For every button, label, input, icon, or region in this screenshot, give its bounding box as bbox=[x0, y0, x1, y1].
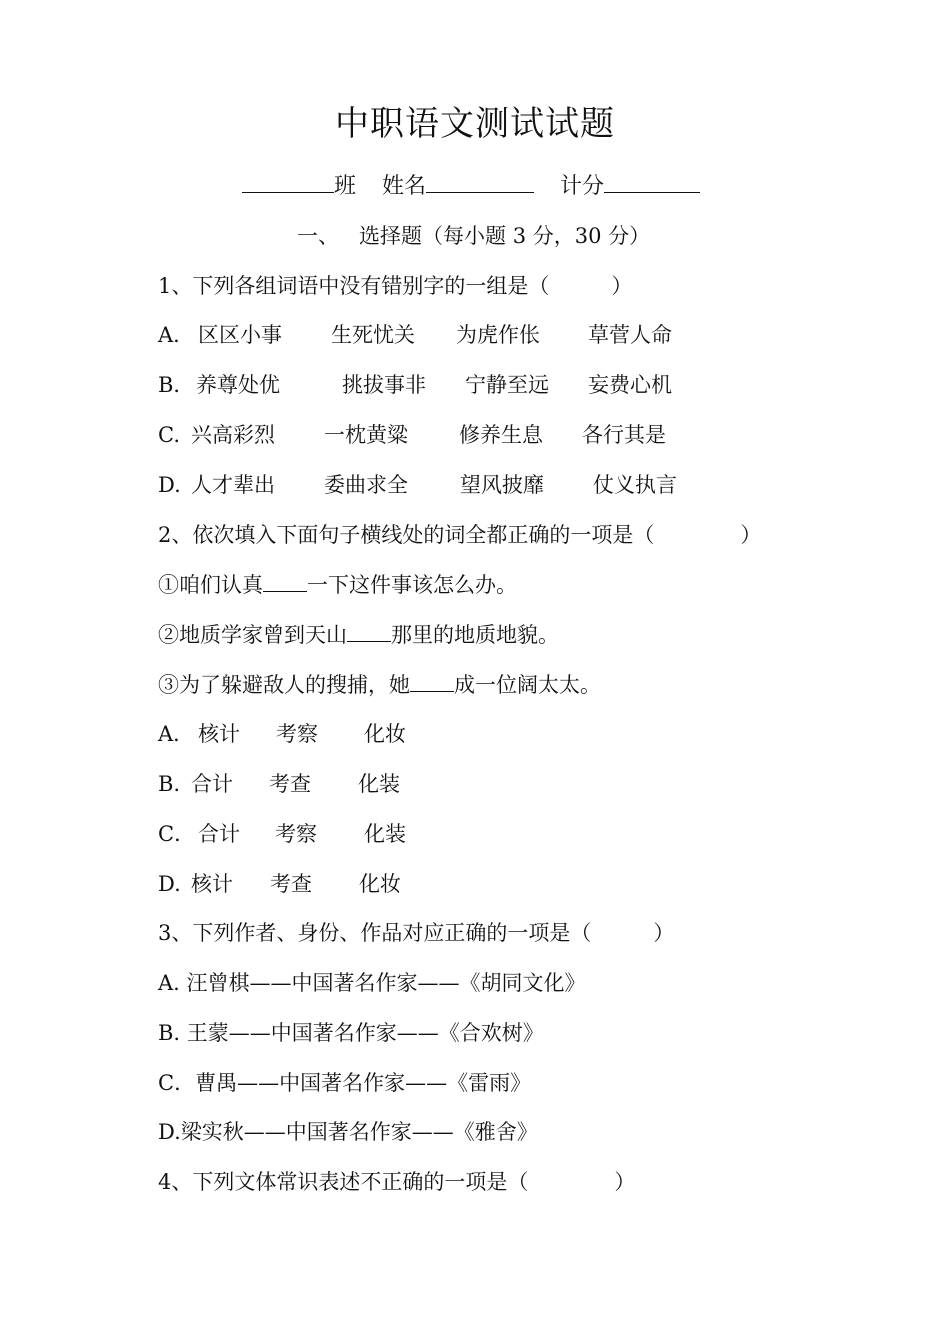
option-word: 合计 bbox=[191, 772, 233, 796]
question-1-option-d bbox=[158, 467, 758, 503]
question-2-option-d bbox=[158, 866, 558, 902]
question-2-sentence-2: ②地质学家曾到天山 那里的地质地貌。 bbox=[158, 617, 559, 653]
name-label: 姓名 bbox=[382, 174, 427, 199]
question-1-option-c bbox=[158, 417, 758, 453]
option-word: 核计 bbox=[191, 872, 233, 896]
section-number: 一、 bbox=[297, 224, 339, 248]
option-word: 考察 bbox=[275, 822, 317, 846]
question-1-stem: 1、下列各组词语中没有错别字的一组是（ ） bbox=[158, 274, 633, 298]
section-title: 选择题（每小题 3 分，30 分） bbox=[359, 224, 651, 248]
option-word: 仗义执言 bbox=[593, 473, 677, 497]
option-word: 区区小事 bbox=[198, 323, 282, 347]
option-word: 望风披靡 bbox=[460, 473, 544, 497]
option-word: 考察 bbox=[276, 722, 318, 746]
question-2-sentence-1: ①咱们认真 一下这件事该怎么办。 bbox=[158, 567, 517, 603]
option-letter: B. bbox=[158, 772, 181, 796]
option-word: 修养生息 bbox=[459, 423, 543, 447]
question-2-option-c bbox=[158, 816, 558, 852]
option-word: 化装 bbox=[358, 772, 400, 796]
question-2-option-a bbox=[158, 716, 558, 752]
option-letter: D. bbox=[158, 872, 181, 896]
option-word: 合计 bbox=[198, 822, 240, 846]
question-3-option-d: D.梁实秋——中国著名作家——《雅舍》 bbox=[158, 1120, 538, 1144]
option-word: 生死忧关 bbox=[331, 323, 415, 347]
option-word: 各行其是 bbox=[582, 423, 666, 447]
name-blank[interactable] bbox=[426, 166, 534, 193]
score-label: 计分 bbox=[560, 174, 605, 199]
option-letter: A． bbox=[158, 323, 195, 347]
question-3-option-b: B. 王蒙——中国著名作家——《合欢树》 bbox=[158, 1021, 544, 1045]
option-word: 考查 bbox=[270, 872, 312, 896]
option-word: 养尊处优 bbox=[196, 373, 280, 397]
option-word: 宁静至远 bbox=[465, 373, 549, 397]
option-word: 挑拔事非 bbox=[342, 373, 426, 397]
page-title: 中职语文测试试题 bbox=[335, 104, 615, 144]
question-2-stem: 2、依次填入下面句子横线处的词全都正确的一项是（ ） bbox=[158, 523, 762, 547]
option-word: 草菅人命 bbox=[588, 323, 672, 347]
option-word: 一枕黄粱 bbox=[324, 423, 408, 447]
option-word: 化装 bbox=[364, 822, 406, 846]
fill-blank[interactable] bbox=[410, 669, 454, 692]
student-info-line bbox=[242, 166, 700, 205]
class-blank[interactable] bbox=[242, 166, 334, 193]
option-word: 委曲求全 bbox=[324, 473, 408, 497]
question-3-stem: 3、下列作者、身份、作品对应正确的一项是（ ） bbox=[158, 921, 675, 945]
option-letter: C． bbox=[158, 822, 196, 846]
option-letter: C. bbox=[158, 423, 180, 447]
fill-blank[interactable] bbox=[347, 619, 391, 642]
question-1-option-b bbox=[158, 367, 758, 403]
option-word: 兴高彩烈 bbox=[191, 423, 275, 447]
option-letter: A． bbox=[158, 722, 195, 746]
option-word: 核计 bbox=[198, 722, 240, 746]
fill-blank[interactable] bbox=[263, 569, 307, 592]
option-word: 考查 bbox=[269, 772, 311, 796]
option-letter: B． bbox=[158, 373, 195, 397]
option-word: 化妆 bbox=[364, 722, 406, 746]
score-blank[interactable] bbox=[604, 166, 700, 193]
question-2-sentence-3: ③为了躲避敌人的搜捕，她 成一位阔太太。 bbox=[158, 667, 601, 703]
question-3-option-a: A. 汪曾棋——中国著名作家——《胡同文化》 bbox=[158, 971, 586, 995]
question-2-option-b bbox=[158, 766, 558, 802]
class-label: 班 bbox=[334, 174, 357, 199]
question-3-option-c: C．曹禺——中国著名作家——《雷雨》 bbox=[158, 1071, 532, 1095]
question-1-option-a bbox=[158, 317, 758, 353]
option-word: 人才辈出 bbox=[191, 473, 275, 497]
option-word: 为虎作伥 bbox=[456, 323, 540, 347]
question-4-stem: 4、下列文体常识表述不正确的一项是（ ） bbox=[158, 1170, 636, 1194]
option-word: 妄费心机 bbox=[588, 373, 672, 397]
option-word: 化妆 bbox=[359, 872, 401, 896]
option-letter: D. bbox=[158, 473, 181, 497]
section-heading bbox=[297, 218, 650, 254]
